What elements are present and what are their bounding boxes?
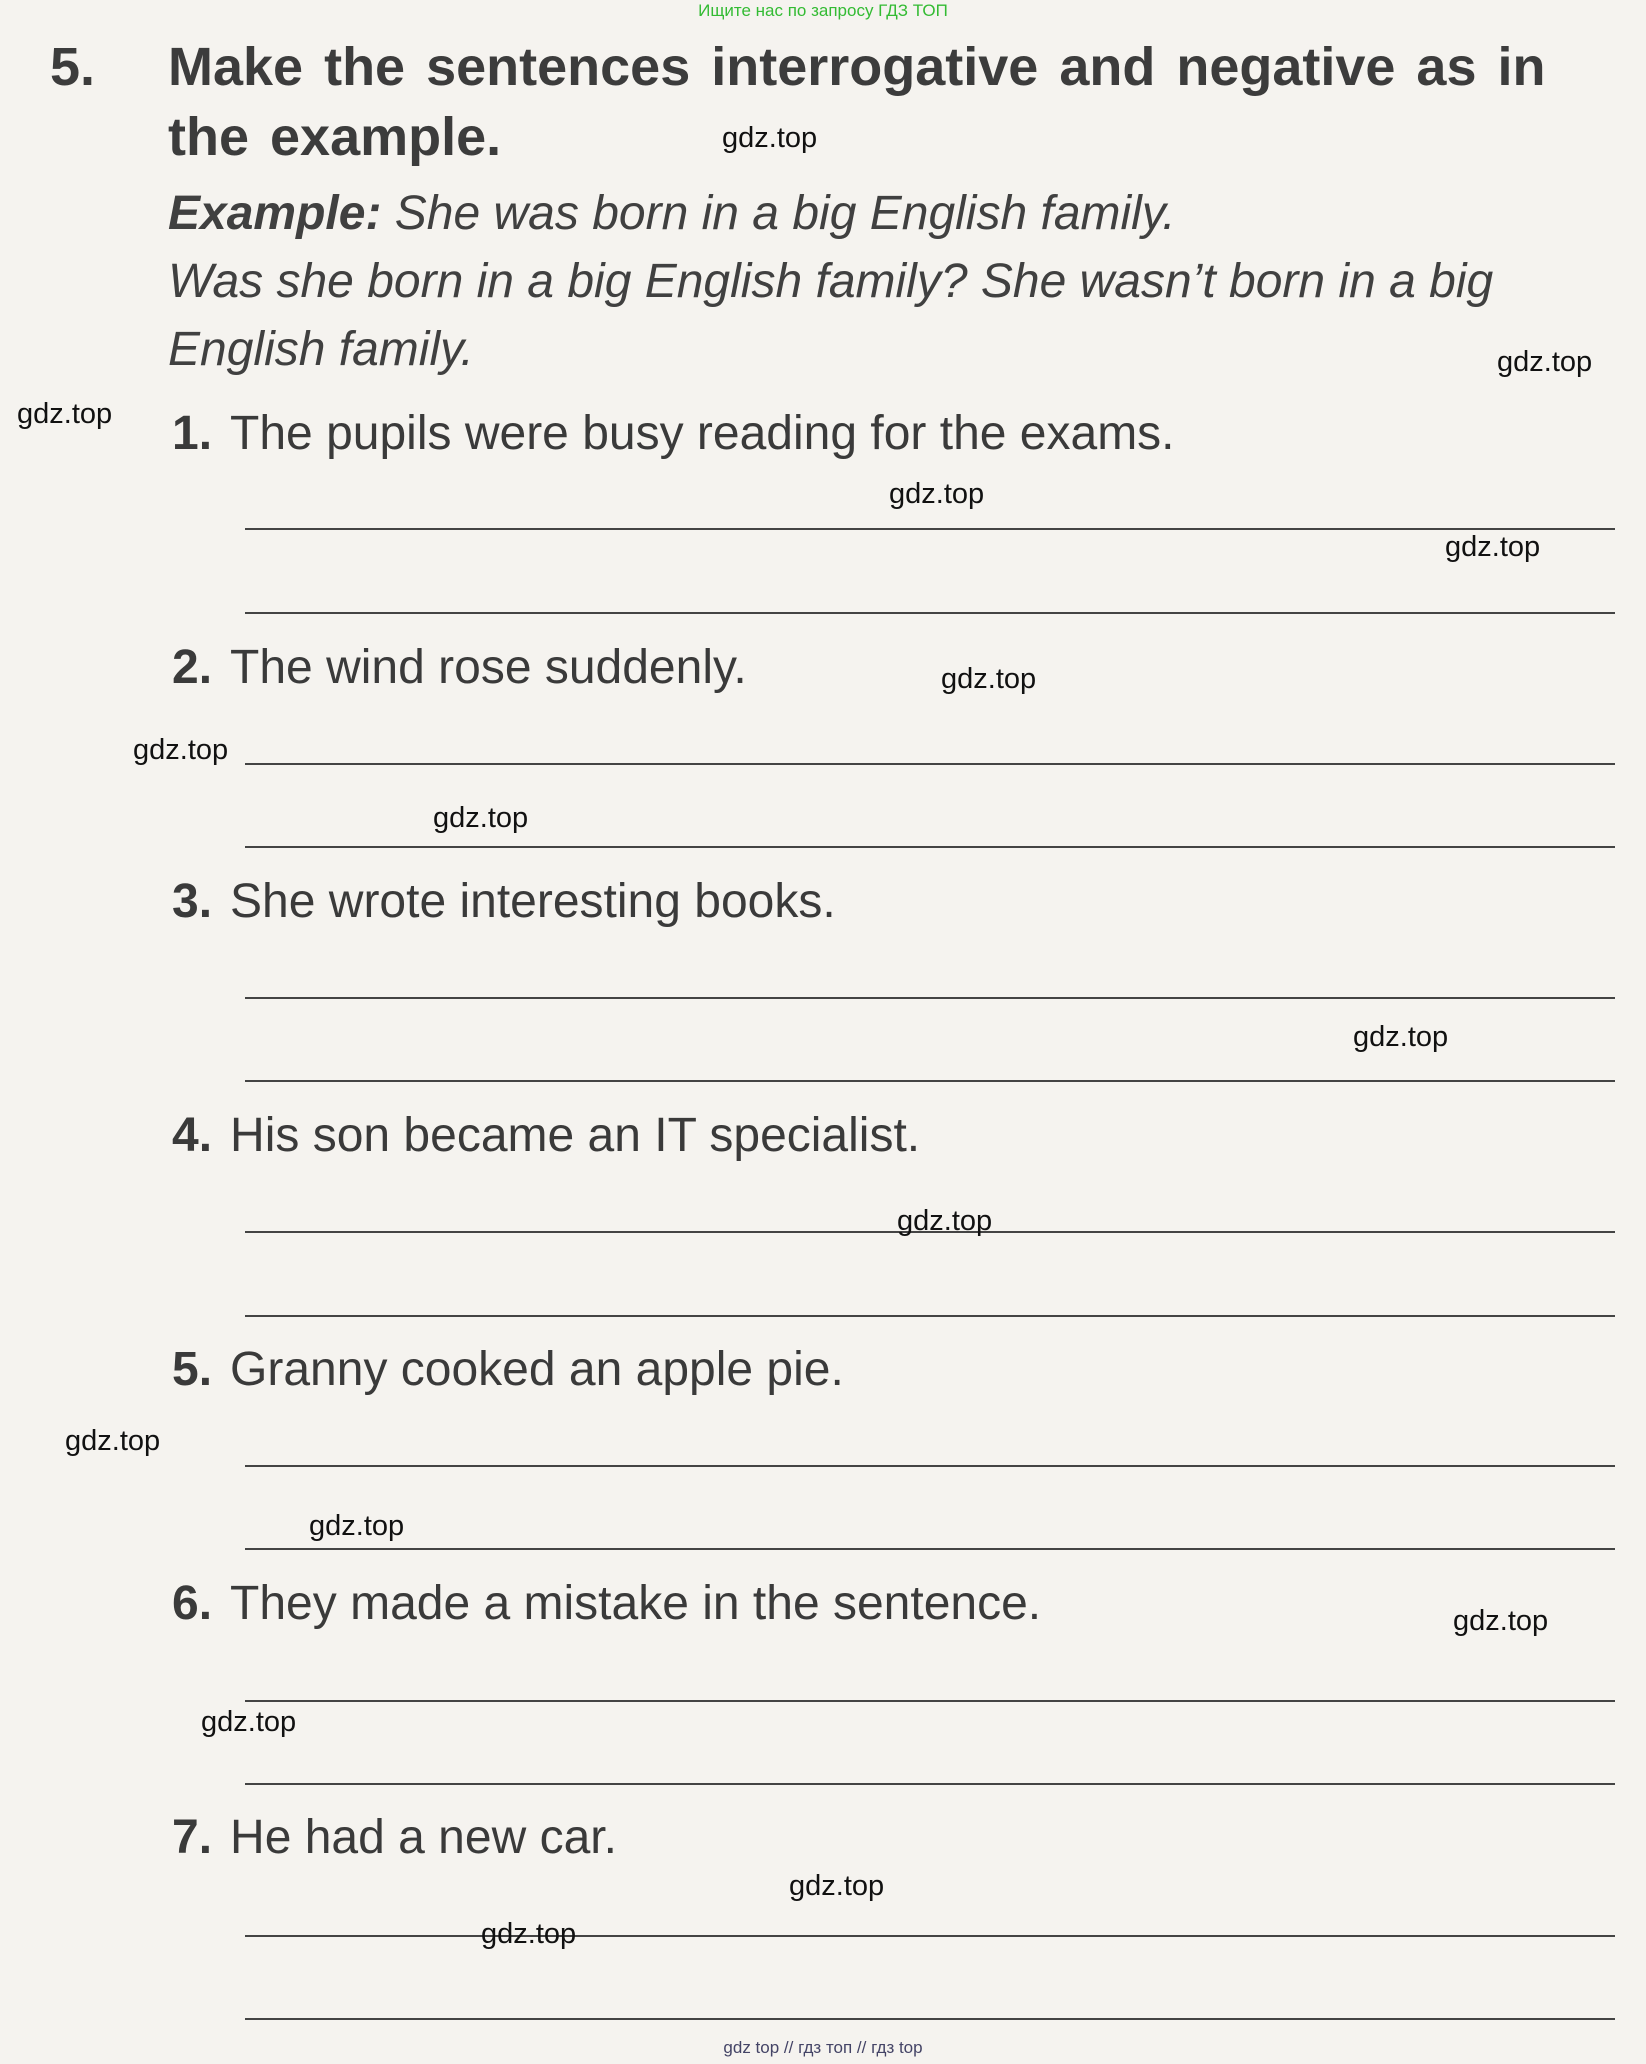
task-heading: Make the sentences interrogative and negative as in the example.	[168, 37, 1546, 167]
example-sentence: She was born in a big English family.	[394, 187, 1176, 240]
answer-line[interactable]	[245, 997, 1615, 999]
watermark: gdz.top	[433, 802, 529, 834]
watermark: gdz.top	[722, 122, 818, 154]
answer-line[interactable]	[245, 1935, 1615, 1937]
answer-line[interactable]	[245, 846, 1615, 848]
answer-line[interactable]	[245, 1080, 1615, 1082]
bottom-banner: gdz top // гдз топ // гдз top	[723, 2038, 923, 2057]
answer-line[interactable]	[245, 2018, 1615, 2020]
item-number: 4.	[172, 1109, 213, 1162]
answer-line[interactable]	[245, 1465, 1615, 1467]
watermark: gdz.top	[941, 663, 1037, 695]
answer-line[interactable]	[245, 1700, 1615, 1702]
exercise-item-5	[172, 1342, 844, 1397]
watermark: gdz.top	[481, 1918, 577, 1950]
example-label: Example:	[168, 187, 382, 240]
watermark: gdz.top	[201, 1706, 297, 1738]
answer-line[interactable]	[245, 528, 1615, 530]
item-number: 3.	[172, 875, 213, 928]
watermark: gdz.top	[889, 478, 985, 510]
item-number: 1.	[172, 407, 213, 460]
exercise-item-7	[172, 1810, 617, 1865]
item-number: 2.	[172, 641, 213, 694]
answer-line[interactable]	[245, 612, 1615, 614]
top-banner: Ищите нас по запросу ГДЗ ТОП	[698, 1, 948, 20]
watermark: gdz.top	[1453, 1605, 1549, 1637]
watermark: gdz.top	[133, 734, 229, 766]
watermark: gdz.top	[309, 1510, 405, 1542]
item-text: They made a mistake in the sentence.	[230, 1577, 1042, 1630]
watermark: gdz.top	[17, 398, 113, 430]
example-answer: Was she born in a big English family? She wasn’t born in a big English family.	[168, 255, 1494, 376]
item-text: The wind rose suddenly.	[230, 641, 747, 694]
item-text: She wrote interesting books.	[230, 875, 836, 928]
watermark: gdz.top	[1445, 531, 1541, 563]
item-number: 6.	[172, 1577, 213, 1630]
answer-line[interactable]	[245, 1315, 1615, 1317]
task-number: 5.	[50, 37, 96, 97]
answer-line[interactable]	[245, 1548, 1615, 1550]
watermark: gdz.top	[789, 1870, 885, 1902]
item-text: Granny cooked an apple pie.	[230, 1343, 844, 1396]
item-text: The pupils were busy reading for the exams.	[230, 407, 1175, 460]
watermark: gdz.top	[1497, 346, 1593, 378]
item-text: He had a new car.	[230, 1811, 617, 1864]
exercise-item-1	[172, 406, 1175, 461]
exercise-item-2	[172, 640, 747, 695]
answer-line[interactable]	[245, 1783, 1615, 1785]
item-number: 5.	[172, 1343, 213, 1396]
exercise-item-3	[172, 874, 836, 929]
exercise-item-4	[172, 1108, 920, 1163]
item-number: 7.	[172, 1811, 213, 1864]
watermark: gdz.top	[65, 1425, 161, 1457]
example-block	[168, 180, 1628, 384]
watermark: gdz.top	[897, 1205, 993, 1237]
item-text: His son became an IT specialist.	[230, 1109, 921, 1162]
watermark: gdz.top	[1353, 1021, 1449, 1053]
exercise-item-6	[172, 1576, 1041, 1631]
answer-line[interactable]	[245, 763, 1615, 765]
